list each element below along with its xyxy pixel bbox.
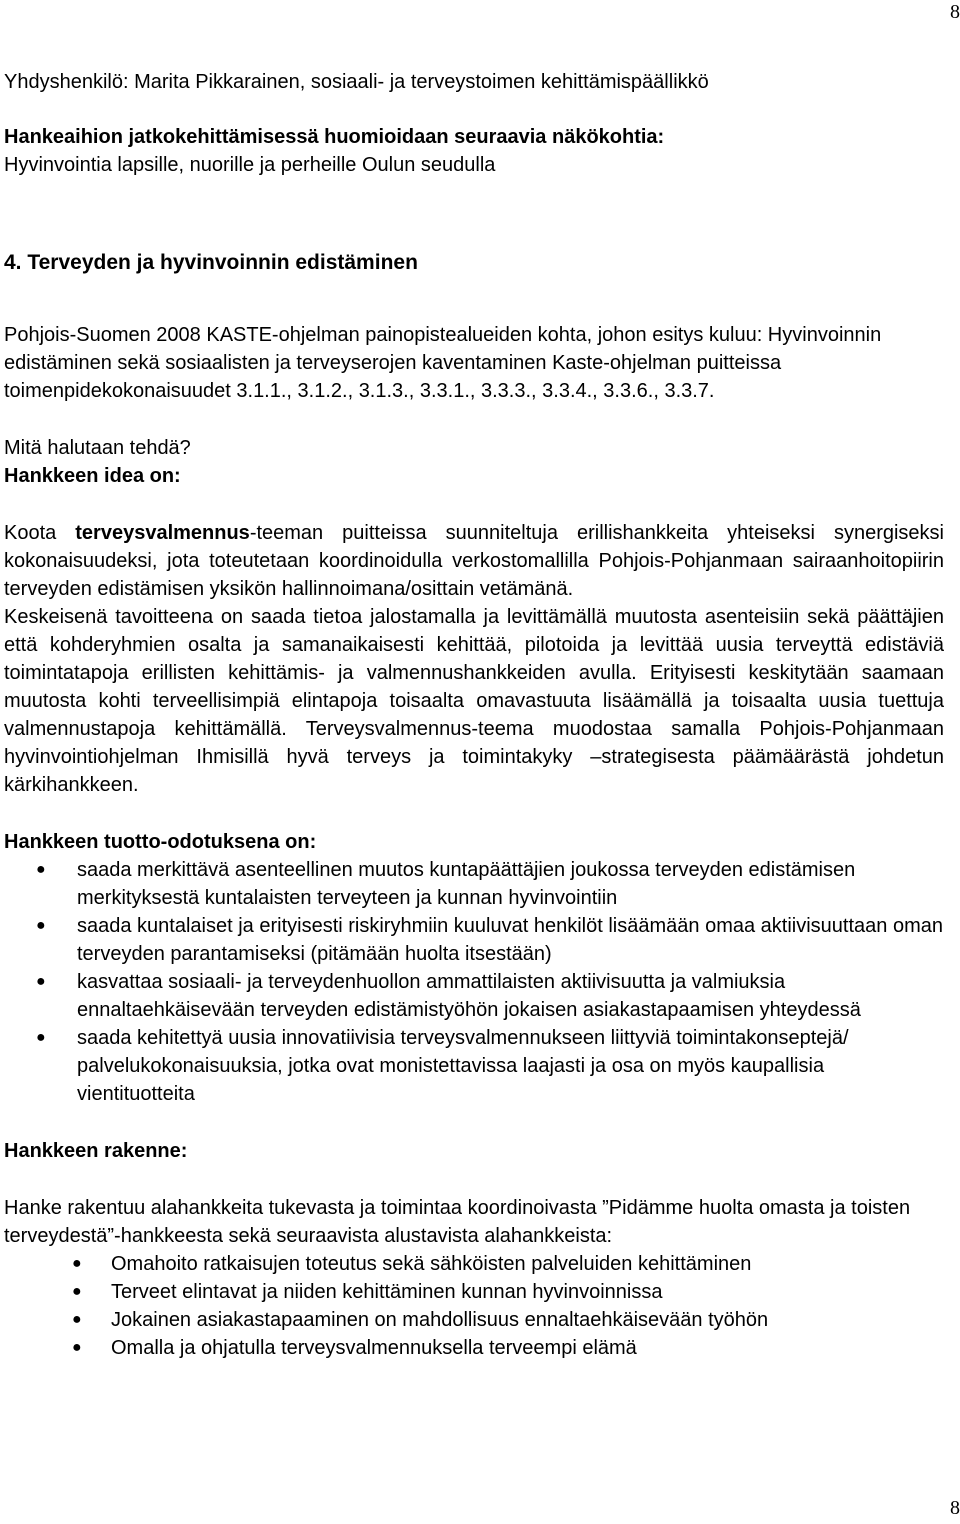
- idea-heading: Hankkeen idea on:: [4, 465, 181, 487]
- intro-heading: Hankeaihion jatkokehittämisessä huomioidaan seuraavia näkökohtia:: [4, 126, 665, 148]
- outcome-list: [4, 856, 944, 1108]
- list-item: ● kasvattaa sosiaali- ja terveydenhuollon ammattilaisten aktiivisuutta ja valmiuksia ennaltaehkäisevään terveyden edistämistyöhön jokaisen asiakastapaamisen yhteydessä: [4, 968, 944, 1024]
- section-heading: 4. Terveyden ja hyvinvoinnin edistäminen: [4, 251, 418, 274]
- list-item: ● Omahoito ratkaisujen toteutus sekä sähköisten palveluiden kehittäminen: [4, 1250, 944, 1278]
- list-item: ● saada merkittävä asenteellinen muutos kuntapäättäjien joukossa terveyden edistämisen merkityksestä kuntalaisten terveyteen ja kunnan hyvinvointiin: [4, 856, 944, 912]
- list-item: ● Terveet elintavat ja niiden kehittäminen kunnan hyvinvoinnissa: [4, 1278, 944, 1306]
- contact-line: Yhdyshenkilö: Marita Pikkarainen, sosiaali- ja terveystoimen kehittämispäällikkö: [4, 71, 709, 93]
- idea-keyword: terveysvalmennus: [75, 522, 250, 544]
- list-item: ● saada kehitettyä uusia innovatiivisia terveysvalmennukseen liittyviä toimintakonseptejä/ palvelukokonaisuuksia, jotka ovat monistettavissa laajasti ja osa on myös kaupallisia vientituotteita: [4, 1024, 944, 1108]
- idea-text-start: Koota: [4, 522, 76, 544]
- structure-paragraph: Hanke rakentuu alahankkeita tukevasta ja toimintaa koordinoivasta ”Pidämme huolta omasta ja toisten terveydestä”-hankkeesta sekä seuraavista alustavista alahankkeista:: [4, 1197, 911, 1247]
- list-item: ● Omalla ja ohjatulla terveysvalmennuksella terveempi elämä: [4, 1334, 944, 1362]
- outcome-heading: Hankkeen tuotto-odotuksena on:: [4, 831, 317, 853]
- list-item: ● Jokainen asiakastapaaminen on mahdollisuus ennaltaehkäisevään työhön: [4, 1306, 944, 1334]
- page-number-top: 8: [950, 1, 960, 23]
- idea-paragraph-1: [4, 519, 944, 603]
- intro-subtitle: Hyvinvointia lapsille, nuorille ja perheille Oulun seudulla: [4, 154, 496, 176]
- subproject-list: [4, 1250, 944, 1362]
- list-item: ● saada kuntalaiset ja erityisesti riskiryhmiin kuuluvat henkilöt lisäämään omaa aktiivisuuttaan oman terveyden parantamiseksi (pitämään huolta itsestään): [4, 912, 944, 968]
- document-body: [4, 68, 944, 1362]
- idea-paragraph-2: Keskeisenä tavoitteena on saada tietoa jalostamalla ja levittämällä muutosta asenteisiin sekä päättäjien että kohderyhmien osalta ja samanaikaisesti kehittää, pilotoida ja levittää uusia terveyttä edistäviä toimintatapoja erillisten kehittämis- ja valmennushankkeiden avulla. Erityisesti keskitytään saamaan muutosta kohti terveellisimpiä elintapoja toisaalta omavastuuta lisäämällä ja toisaalta uusia tuettuja valmennustapoja kehittämällä. Terveysvalmennus-teema muodostaa samalla Pohjois-Pohjanmaan hyvinvointiohjelman Ihmisillä hyvä terveys ja toimintakyky –strategisesta päämäärästä johdetun kärkihankkeen.: [4, 606, 944, 796]
- idea-text-rest: -teeman puitteissa suunniteltuja erillishankkeita yhteiseksi synergiseksi kokonaisuudeksi, jota toteutetaan koordinoidulla verkostomallilla Pohjois-Pohjanmaan sairaanhoitopiirin terveyden edistämisen yksikön hallinnoimana/osittain vetämänä.: [4, 522, 944, 600]
- structure-heading: Hankkeen rakenne:: [4, 1140, 188, 1162]
- page-number-bottom: 8: [950, 1497, 960, 1519]
- kaste-paragraph: Pohjois-Suomen 2008 KASTE-ohjelman painopistealueiden kohta, johon esitys kuluu: Hyvinvoinnin edistäminen sekä sosiaalisten ja terveyserojen kaventaminen Kaste-ohjelman puitteissa toimenpidekokonaisuudet 3.1.1., 3.1.2., 3.1.3., 3.3.1., 3.3.3., 3.3.4., 3.3.6., 3.3.7.: [4, 324, 882, 402]
- question: Mitä halutaan tehdä?: [4, 437, 191, 459]
